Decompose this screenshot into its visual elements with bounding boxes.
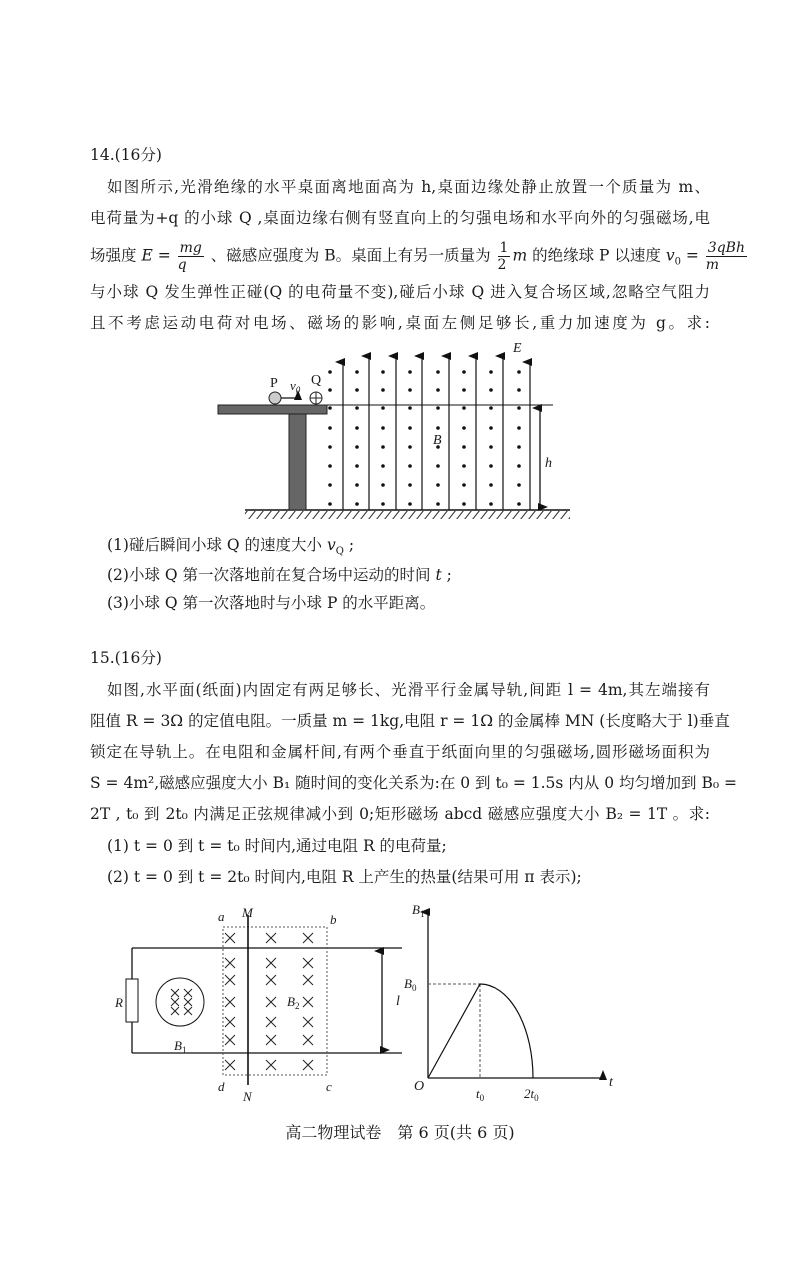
x-axis-label: t: [609, 1075, 613, 1090]
q15-heading: 15.(16分): [90, 649, 162, 667]
figure-rails-circuit: [114, 905, 402, 1104]
b-field-dot: [517, 388, 521, 392]
cross-mark: [303, 1035, 313, 1045]
b-field-dot: [408, 502, 412, 506]
q15-question-1: (1) t = 0 到 t = t₀ 时间内,通过电阻 R 的电荷量;: [107, 837, 447, 855]
b-field-dot: [489, 483, 493, 487]
b-field-dot: [489, 426, 493, 430]
cross-mark: [184, 1007, 192, 1015]
b-field-dot: [436, 388, 440, 392]
b-field-dot: [328, 406, 332, 410]
b-field-dot: [408, 464, 412, 468]
cross-mark: [184, 989, 192, 997]
ground-hatch: [245, 511, 570, 519]
b-field-dot: [328, 464, 332, 468]
b1-time-graph: [404, 902, 614, 1103]
b-field-dot: [436, 464, 440, 468]
page-footer: 高二物理试卷 第 6 页(共 6 页): [285, 1123, 515, 1142]
resistor: [126, 979, 138, 1022]
b-field-dot: [355, 502, 359, 506]
b-field-dot: [381, 483, 385, 487]
cross-mark: [303, 975, 313, 985]
cross-mark: [266, 1060, 276, 1070]
subscript: 0: [674, 256, 681, 268]
cross-mark: [225, 1035, 235, 1045]
cross-mark: [225, 997, 235, 1007]
b-field-dot: [355, 406, 359, 410]
text: (1)碰后瞬间小球 Q 的速度大小: [107, 536, 327, 554]
b-field-dot: [462, 406, 466, 410]
q15-line-5: 2T , t₀ 到 2t₀ 内满足正弦规律减小到 0;矩形磁场 abcd 磁感应强度大小 B₂ = 1T 。求:: [90, 805, 710, 823]
q14-line-2: 电荷量为+q 的小球 Q ,桌面边缘右侧有竖直向上的匀强电场和水平向外的匀强磁场,电: [90, 209, 710, 227]
2t0-label: $2t_0$: [524, 1086, 539, 1103]
b-field-dot: [489, 388, 493, 392]
label-v0: $v_0$: [290, 378, 301, 395]
label-b1: $B_1$: [174, 1038, 187, 1055]
b-field-dot: [489, 370, 493, 374]
b-field-dot: [462, 483, 466, 487]
ball-p: [269, 392, 281, 404]
cross-mark: [225, 975, 235, 985]
b-field-dot: [381, 502, 385, 506]
b-field-dot: [436, 370, 440, 374]
var-v: v: [665, 246, 675, 265]
b-field-dot: [517, 464, 521, 468]
q15-question-2: (2) t = 0 到 t = 2t₀ 时间内,电阻 R 上产生的热量(结果可用 π 表示);: [107, 868, 582, 886]
cross-mark: [171, 998, 179, 1006]
q14-heading: 14.(16分): [90, 146, 162, 164]
label-a: a: [218, 909, 225, 924]
y-axis-label: $B_1$: [412, 902, 425, 919]
text: ;: [441, 566, 452, 584]
b-field-dot: [381, 406, 385, 410]
b-field-dot: [436, 502, 440, 506]
text: (3)小球 Q 第一次落地时与小球 P 的水平距离。: [107, 594, 436, 612]
var-m: m: [512, 246, 528, 265]
b-field-dot: [462, 370, 466, 374]
label-p: P: [270, 376, 278, 391]
b-field-dot: [408, 406, 412, 410]
b-field-dot: [517, 502, 521, 506]
cross-mark: [225, 1017, 235, 1027]
figure-table-fields: [218, 341, 570, 519]
b-field-dot: [436, 426, 440, 430]
b-field-dot: [381, 426, 385, 430]
b-field-dot: [517, 445, 521, 449]
b-field-dot: [462, 502, 466, 506]
label-d: d: [218, 1079, 225, 1094]
cross-mark: [171, 1007, 179, 1015]
cross-mark: [266, 933, 276, 943]
cross-mark: [303, 933, 313, 943]
text: 、磁感应强度为 B。桌面上有另一质量为: [205, 246, 496, 265]
b-field-dot: [328, 370, 332, 374]
b-field-dot: [517, 406, 521, 410]
q15-line-1: 如图,水平面(纸面)内固定有两足够长、光滑平行金属导轨,间距 l = 4m,其左端接有: [107, 681, 710, 699]
cross-mark: [303, 958, 313, 968]
text: ;: [343, 536, 355, 554]
cross-mark: [184, 998, 192, 1006]
numerator: mg: [179, 240, 202, 256]
cross-mark: [171, 989, 179, 997]
cross-mark: [303, 1060, 313, 1070]
b-field-dot: [355, 388, 359, 392]
b-field-dot: [489, 406, 493, 410]
b-field-dot: [517, 426, 521, 430]
q15-line-4: S = 4m²,磁感应强度大小 B₁ 随时间的变化关系为:在 0 到 t₀ = 1.5s 内从 0 均匀增加到 B₀ =: [90, 774, 737, 792]
label-q: Q: [311, 373, 322, 388]
b-field-dot: [381, 388, 385, 392]
origin-label: O: [414, 1079, 425, 1094]
text: (2)小球 Q 第一次落地前在复合场中运动的时间: [107, 566, 436, 584]
b-field-dot: [408, 388, 412, 392]
cross-mark: [266, 997, 276, 1007]
text: =: [152, 246, 176, 265]
b-field-dot: [408, 445, 412, 449]
b-field-dot: [328, 426, 332, 430]
b-field-dot: [517, 370, 521, 374]
q15-line-3: 锁定在导轨上。在电阻和金属杆间,有两个垂直于纸面向里的匀强磁场,圆形磁场面积为: [90, 743, 710, 761]
label-l: l: [396, 994, 400, 1009]
cross-mark: [303, 997, 313, 1007]
b-field-dot: [381, 370, 385, 374]
b-field-dot: [355, 445, 359, 449]
b-field-dot: [408, 483, 412, 487]
b-field-dot: [462, 388, 466, 392]
label-e: E: [513, 341, 522, 356]
label-m: M: [242, 905, 253, 920]
q14-line-4: 与小球 Q 发生弹性正碰(Q 的电荷量不变),碰后小球 Q 进入复合场区域,忽略空气阻力: [90, 283, 710, 301]
b-field-dot: [355, 483, 359, 487]
b-field-dot: [517, 483, 521, 487]
cross-mark: [225, 1060, 235, 1070]
label-b: B: [433, 433, 442, 448]
b-field-dot: [408, 426, 412, 430]
text: 的绝缘球 P 以速度: [527, 246, 666, 265]
b-field-dot: [328, 388, 332, 392]
label-c: c: [326, 1079, 332, 1094]
b-field-dot: [328, 483, 332, 487]
b-field-dot: [328, 445, 332, 449]
var: v: [326, 536, 336, 554]
b-field-dot: [408, 370, 412, 374]
t0-label: $t_0$: [476, 1086, 485, 1103]
circular-field-region: [156, 978, 204, 1026]
var: t: [435, 566, 442, 584]
denominator: 2: [497, 257, 507, 273]
cross-mark: [225, 933, 235, 943]
text: =: [680, 246, 704, 265]
table-leg: [289, 414, 306, 510]
q14-line-1: 如图所示,光滑绝缘的水平桌面离地面高为 h,桌面边缘处静止放置一个质量为 m、: [107, 178, 710, 196]
b-field-dot: [328, 502, 332, 506]
cross-mark: [266, 1017, 276, 1027]
cross-mark: [266, 1035, 276, 1045]
b-field-dot: [462, 426, 466, 430]
cross-mark: [266, 975, 276, 985]
b-field-dot: [489, 464, 493, 468]
b-field-dot: [381, 464, 385, 468]
b-field-dot: [355, 464, 359, 468]
label-r: R: [115, 995, 123, 1010]
b-field-dot: [462, 464, 466, 468]
label-n: N: [243, 1089, 252, 1104]
magnetic-field-dots: [328, 370, 521, 506]
cross-mark: [266, 958, 276, 968]
numerator: 3qBh: [707, 240, 745, 256]
label-b2: $B_2$: [287, 994, 300, 1011]
b-field-dot: [489, 502, 493, 506]
label-b: b: [330, 912, 337, 927]
b0-label: $B_0$: [404, 976, 417, 993]
label-h: h: [545, 456, 552, 471]
b-field-dot: [489, 445, 493, 449]
b-field-dot: [355, 426, 359, 430]
b-field-dot: [381, 445, 385, 449]
q15-line-2: 阻值 R = 3Ω 的定值电阻。一质量 m = 1kg,电阻 r = 1Ω 的金属棒 MN (长度略大于 l)垂直: [90, 712, 730, 730]
b-field-dot: [436, 483, 440, 487]
numerator: 1: [499, 240, 509, 256]
b-field-dot: [462, 445, 466, 449]
denominator: q: [177, 257, 187, 273]
b-field-dot: [355, 370, 359, 374]
text: 场强度: [90, 246, 142, 265]
cross-mark: [303, 1017, 313, 1027]
cross-mark: [225, 958, 235, 968]
var-E: E: [141, 246, 153, 265]
q14-line-5: 且不考虑运动电荷对电场、磁场的影响,桌面左侧足够长,重力加速度为 g。求:: [90, 314, 710, 332]
b-field-dot: [436, 406, 440, 410]
subscript: Q: [335, 546, 344, 558]
denominator: m: [705, 257, 720, 273]
table-top: [218, 405, 327, 414]
